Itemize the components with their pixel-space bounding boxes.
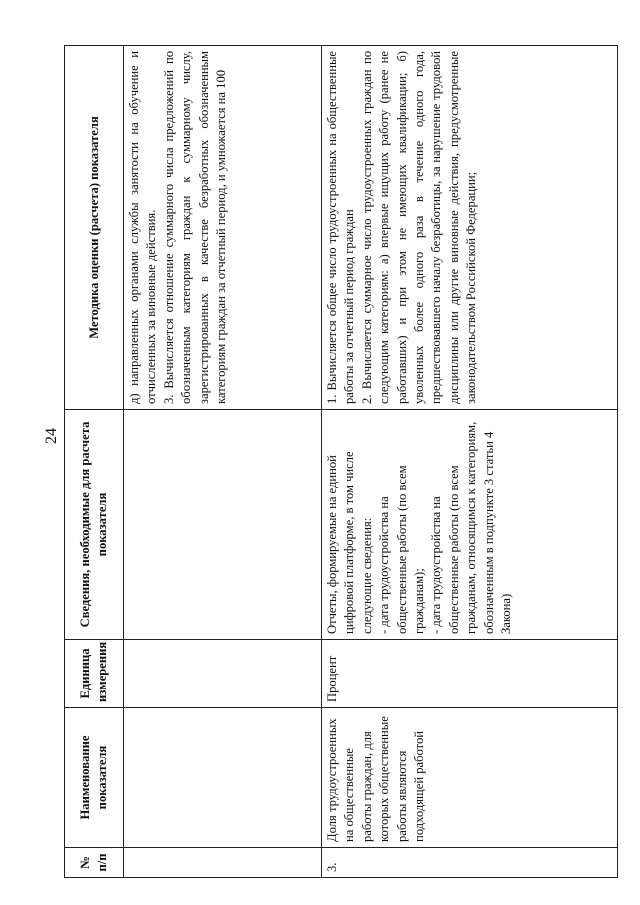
- table-row: [322, 46, 618, 878]
- header-num: № п/п: [65, 848, 124, 878]
- cell-name: Доля трудоустроенных на общественные работы граждан, для которых общественные работы являются подходящей работой: [322, 708, 618, 848]
- cell-num: [124, 848, 322, 878]
- header-info: Сведения, необходимые для расчета показателя: [65, 410, 124, 640]
- table-header-row: [65, 46, 124, 878]
- cell-method: д) направленных органами службы занятости на обучение и отчисленных за виновные действия. 3. Вычисляется отношение суммарного числа предложений по обозначенным категориям граждан к суммарному числу, зарегистрированных в качестве безработных обозначенным категориям граждан за отчетный период, и умножается на 100: [124, 46, 322, 410]
- table-row: [124, 46, 322, 878]
- cell-num: 3.: [322, 848, 618, 878]
- page-number: 24: [43, 428, 60, 444]
- cell-unit: Процент: [322, 640, 618, 708]
- rotated-table-container: [64, 46, 618, 878]
- cell-info: Отчеты, формируемые на единой цифровой платформе, в том числе следующие сведения: - дата трудоустройства на общественные работы (по всем гражданам); - дата трудоустройства на общественные работы (по всем гражданам, относящимся к категориям, обозначенным в подпункте 3 статьи 4 Закона): [322, 410, 618, 640]
- header-unit: Единица измерения: [65, 640, 124, 708]
- header-method: Методика оценки (расчета) показателя: [65, 46, 124, 410]
- header-name: Наименование показателя: [65, 708, 124, 848]
- cell-name: [124, 708, 322, 848]
- indicators-table: [64, 45, 618, 878]
- cell-info: [124, 410, 322, 640]
- cell-unit: [124, 640, 322, 708]
- cell-method: 1. Вычисляется общее число трудоустроенных на общественные работы за отчетный период граждан 2. Вычисляется суммарное число трудоустроенных граждан по следующим категориям: а) впервые ищущих работу (ранее не работавших) и при этом не имеющих квалификации; б) уволенных более одного раза в течение одного года, предшествовавшего началу безработицы, за нарушение трудовой дисциплины или другие виновные действия, предусмотренные законодательством Российской Федерации;: [322, 46, 618, 410]
